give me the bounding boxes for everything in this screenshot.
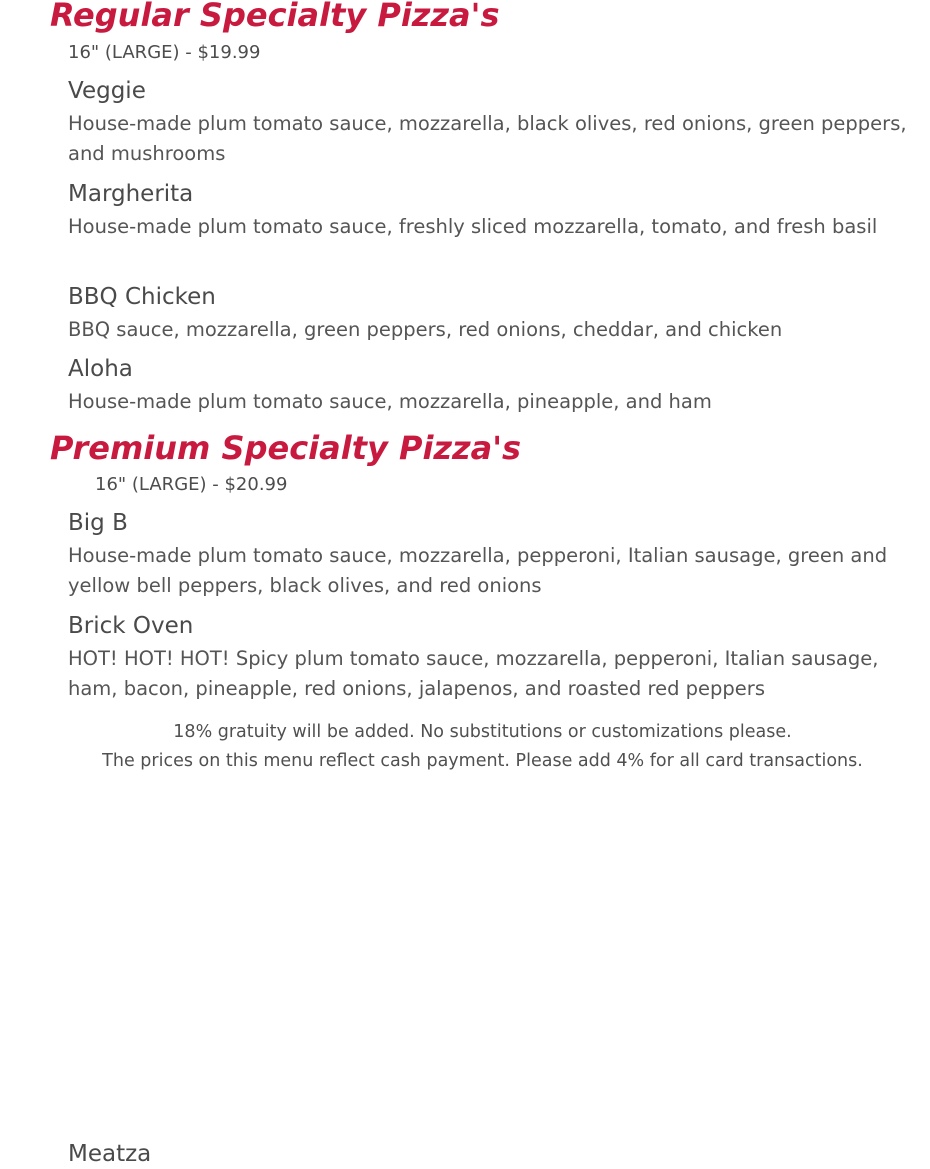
item-desc-brick-oven: HOT! HOT! HOT! Spicy plum tomato sauce, mozzarella, pepperoni, Italian sausage, ham, bacon, pineapple, red onions, jalapenos, and roasted red peppers	[68, 647, 879, 700]
card-payment-note: The prices on this menu reflect cash payment. Please add 4% for all card transactions.	[102, 751, 863, 771]
item-desc-bbq-chicken: BBQ sauce, mozzarella, green peppers, red onions, cheddar, and chicken	[68, 318, 783, 341]
regular-price: 16" (LARGE) - $19.99	[68, 42, 261, 63]
item-name-margherita: Margherita	[68, 181, 194, 207]
gratuity-note: 18% gratuity will be added. No substitutions or customizations please.	[173, 722, 792, 742]
item-name-meatza: Meatza	[68, 1141, 152, 1167]
premium-section-title: Premium Specialty Pizza's	[50, 429, 522, 467]
item-desc-big-b: House-made plum tomato sauce, mozzarella, pepperoni, Italian sausage, green and yellow bell peppers, black olives, and red onions	[68, 544, 888, 597]
premium-price: 16" (LARGE) - $20.99	[95, 474, 288, 495]
regular-section-title: Regular Specialty Pizza's	[50, 0, 500, 34]
item-name-brick-oven: Brick Oven	[68, 613, 194, 639]
item-name-aloha: Aloha	[68, 356, 133, 382]
item-desc-margherita: House-made plum tomato sauce, freshly sliced mozzarella, tomato, and fresh basil	[68, 215, 878, 238]
item-name-veggie: Veggie	[68, 78, 146, 104]
item-name-bbq-chicken: BBQ Chicken	[68, 284, 216, 310]
item-name-big-b: Big B	[68, 510, 128, 536]
item-desc-aloha: House-made plum tomato sauce, mozzarella, pineapple, and ham	[68, 390, 712, 413]
item-desc-veggie: House-made plum tomato sauce, mozzarella, black olives, red onions, green peppers, and mushrooms	[68, 112, 907, 165]
